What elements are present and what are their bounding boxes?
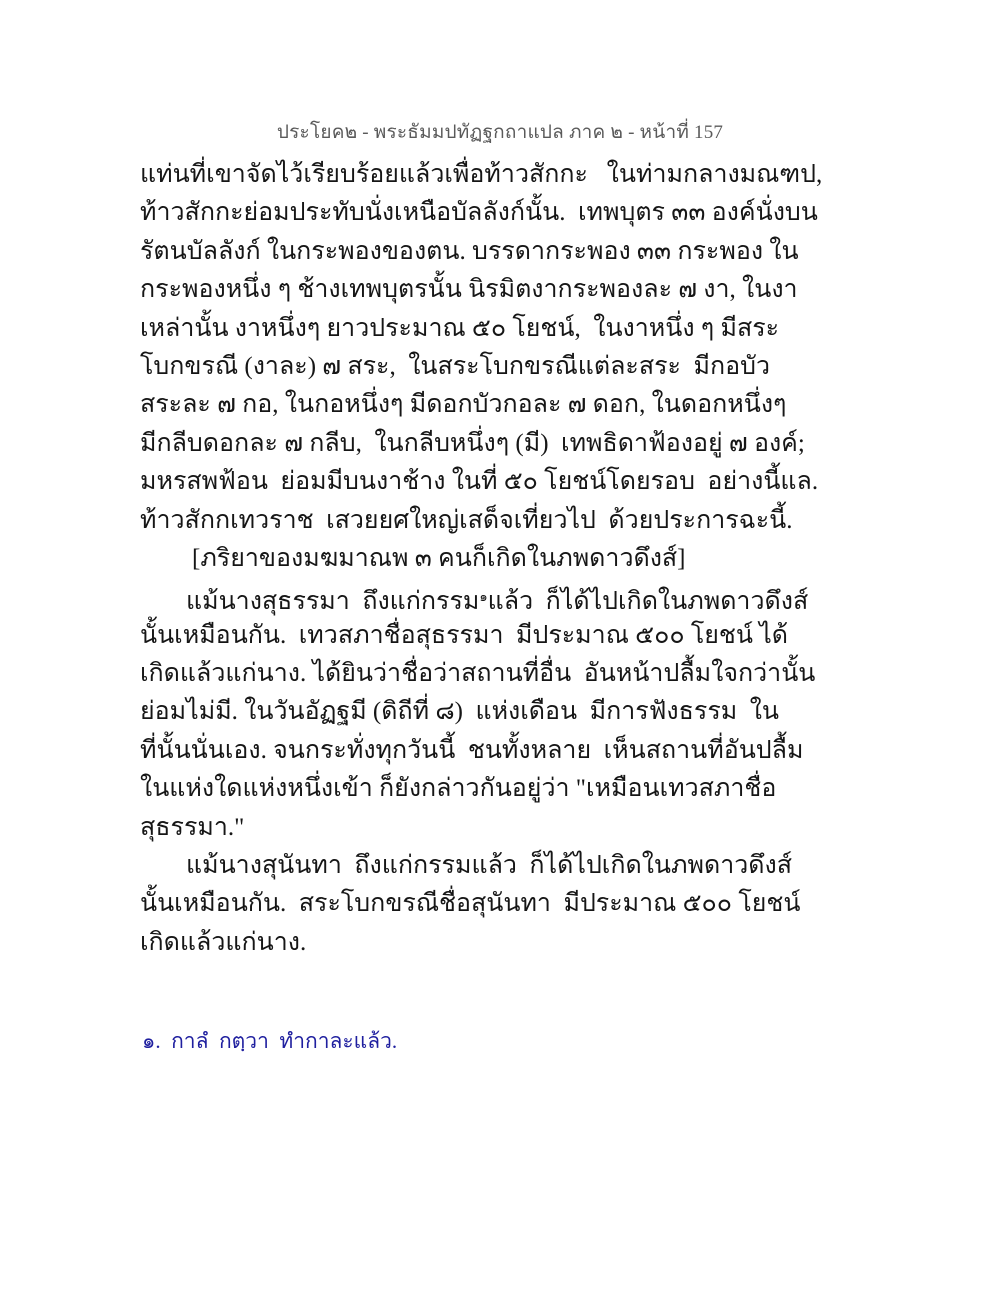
text-line: ท้าวสักกเทวราช เสวยยศใหญ่เสด็จเที่ยวไป ด้วยประการฉะนี้. [140,506,793,534]
footnote-reference-mark: ๑ [479,589,488,605]
text-line: รัตนบัลลังก์ ในกระพองของตน. บรรดากระพอง ๓๓ กระพอง ใน [140,237,799,265]
text-line: เหล่านั้น งาหนึ่งๆ ยาวประมาณ ๕๐ โยชน์, ในงาหนึ่ง ๆ มีสระ [140,314,780,342]
page-header: ประโยค๒ - พระธัมมปทัฏฐกถาแปล ภาค ๒ - หน้าที่ 157 [276,122,724,143]
text-line: แม้นางสุนันทา ถึงแก่กรรมแล้ว ก็ได้ไปเกิดในภพดาวดึงส์ [186,852,792,880]
text-line: มีกลีบดอกละ ๗ กลีบ, ในกลีบหนึ่งๆ (มี) เทพธิดาฟ้องอยู่ ๗ องค์; [140,429,805,457]
text-line: โบกขรณี (งาละ) ๗ สระ, ในสระโบกขรณีแต่ละสระ มีกอบัว [140,352,771,380]
text-segment: แม้นางสุธรรมา ถึงแก่กรรม [186,588,480,616]
text-line: ท้าวสักกะย่อมประทับนั่งเหนือบัลลังก์นั้น. เทพบุตร ๓๓ องค์นั่งบน [140,199,818,227]
text-line: เกิดแล้วแก่นาง. ได้ยินว่าชื่อว่าสถานที่อื่น อันหน้าปลื้มใจกว่านั้น [140,660,816,688]
text-line: สระละ ๗ กอ, ในกอหนึ่งๆ มีดอกบัวกอละ ๗ ดอก, ในดอกหนึ่งๆ [140,391,787,419]
text-line: มหรสพฟ้อน ย่อมมีบนงาช้าง ในที่ ๕๐ โยชน์โดยรอบ อย่างนี้แล. [140,468,819,496]
section-heading-bracketed: [ภริยาของมฆมาณพ ๓ คนก็เกิดในภพดาวดึงส์] [192,544,686,572]
text-line: ย่อมไม่มี. ในวันอัฏฐมี (ดิถีที่ ๘) แห่งเดือน มีการฟังธรรม ใน [140,698,780,726]
text-line: กระพองหนึ่ง ๆ ช้างเทพบุตรนั้น นิรมิตงากระพองละ ๗ งา, ในงา [140,276,798,304]
body-text [140,156,880,962]
text-line: ที่นั้นนั่นเอง. จนกระทั่งทุกวันนี้ ชนทั้งหลาย เห็นสถานที่อันปลื้ม [140,736,804,764]
text-segment: แล้ว ก็ได้ไปเกิดในภพดาวดึงส์ [487,588,809,616]
footnote-text: ๑. กาลํ กตฺวา ทำกาละแล้ว. [142,1029,398,1053]
text-line: สุธรรมา." [140,813,245,841]
text-line: นั้นเหมือนกัน. เทวสภาชื่อสุธรรมา มีประมาณ ๕๐๐ โยชน์ ได้ [140,621,789,649]
text-line: แท่นที่เขาจัดไว้เรียบร้อยแล้วเพื่อท้าวสักกะ ในท่ามกลางมณฑป, [140,161,823,188]
text-line: เกิดแล้วแก่นาง. [140,928,307,956]
text-line: ในแห่งใดแห่งหนึ่งเข้า ก็ยังกล่าวกันอยู่ว่า "เหมือนเทวสภาชื่อ [140,775,777,803]
text-line-with-footnote-ref [140,578,880,616]
text-line: นั้นเหมือนกัน. สระโบกขรณีชื่อสุนันทา มีประมาณ ๕๐๐ โยชน์ [140,890,801,918]
